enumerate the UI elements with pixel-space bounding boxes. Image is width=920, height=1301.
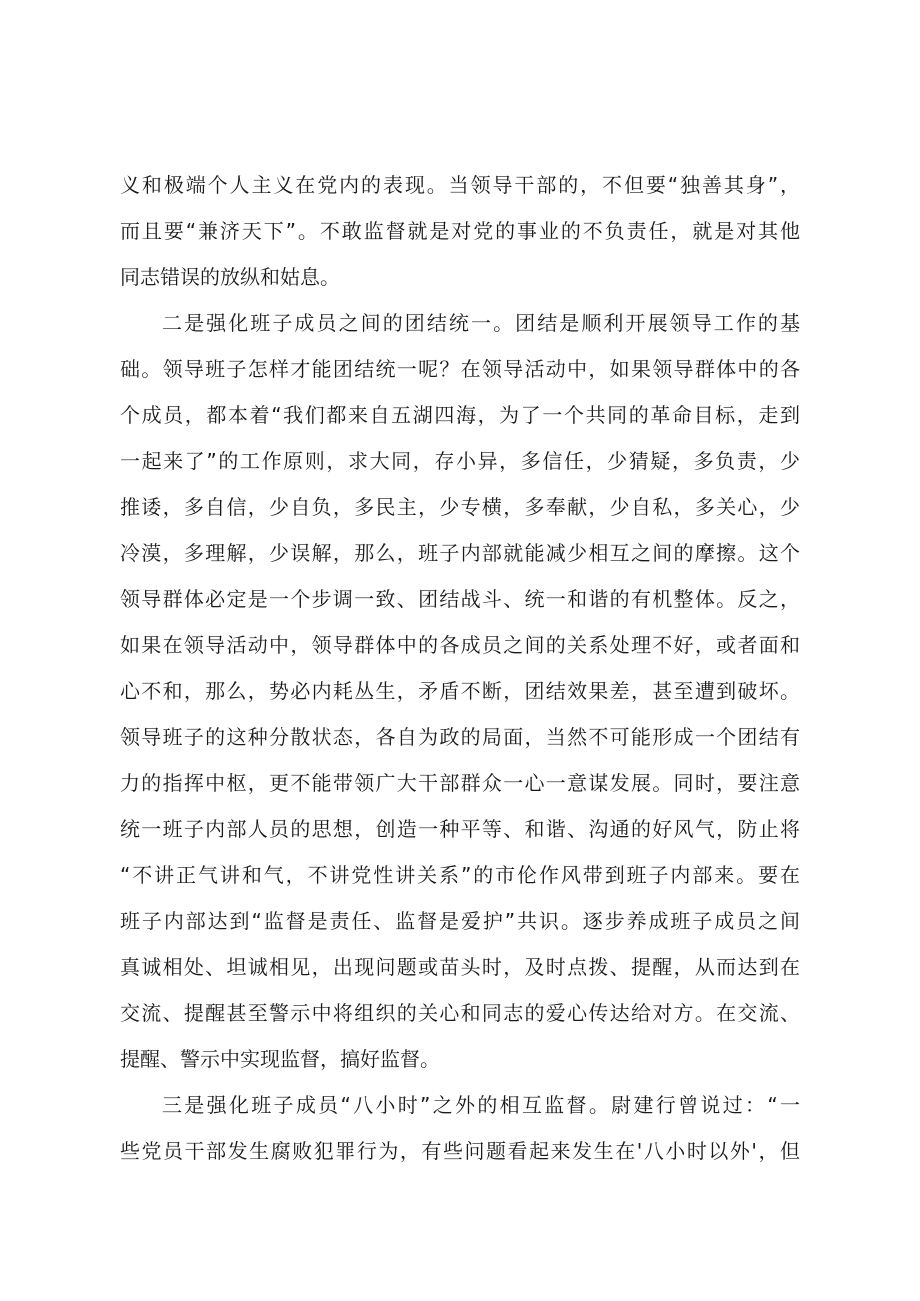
text-line: 础。领导班子怎样才能团结统一呢？在领导活动中，如果领导群体中的各 xyxy=(120,357,800,381)
text-line: 交流、提醒甚至警示中将组织的关心和同志的爱心传达给对方。在交流、 xyxy=(120,1001,800,1025)
text-line: 个成员，都本着“我们都来自五湖四海，为了一个共同的革命目标，走到 xyxy=(120,403,800,427)
text-line: 统一班子内部人员的思想，创造一种平等、和谐、沟通的好风气，防止将 xyxy=(120,817,800,841)
paragraph-start-line: 二是强化班子成员之间的团结统一。团结是顺利开展领导工作的基 xyxy=(162,311,800,335)
text-line: 心不和，那么，势必内耗丛生，矛盾不断，团结效果差，甚至遭到破坏。 xyxy=(120,679,800,703)
text-line: 班子内部达到“监督是责任、监督是爱护”共识。逐步养成班子成员之间 xyxy=(120,909,800,933)
text-line: 义和极端个人主义在党内的表现。当领导干部的，不但要“独善其身”， xyxy=(120,173,800,197)
text-line: 真诚相处、坦诚相见，出现问题或苗头时，及时点拨、提醒，从而达到在 xyxy=(120,955,800,979)
text-line: 同志错误的放纵和姑息。 xyxy=(120,265,340,289)
text-line: 力的指挥中枢，更不能带领广大干部群众一心一意谋发展。同时，要注意 xyxy=(120,771,800,795)
text-line: 领导群体必定是一个步调一致、团结战斗、统一和谐的有机整体。反之， xyxy=(120,587,800,611)
text-line: 一起来了”的工作原则，求大同，存小异，多信任，少猜疑，多负责，少 xyxy=(120,449,800,473)
text-line: 如果在领导活动中，领导群体中的各成员之间的关系处理不好，或者面和 xyxy=(120,633,800,657)
text-line: 冷漠，多理解，少误解，那么，班子内部就能减少相互之间的摩擦。这个 xyxy=(120,541,800,565)
text-line: “不讲正气讲和气，不讲党性讲关系”的市伦作风带到班子内部来。要在 xyxy=(120,863,800,887)
text-line: 些党员干部发生腐败犯罪行为，有些问题看起来发生在'八小时以外'，但 xyxy=(120,1139,800,1163)
paragraph-start-line: 三是强化班子成员“八小时”之外的相互监督。尉建行曾说过：“一 xyxy=(162,1093,800,1117)
text-line: 领导班子的这种分散状态，各自为政的局面，当然不可能形成一个团结有 xyxy=(120,725,800,749)
text-line: 推诿，多自信，少自负，多民主，少专横，多奉献，少自私，多关心，少 xyxy=(120,495,800,519)
text-line: 而且要“兼济天下”。不敢监督就是对党的事业的不负责任，就是对其他 xyxy=(120,219,800,243)
text-line: 提醒、警示中实现监督，搞好监督。 xyxy=(120,1047,440,1071)
